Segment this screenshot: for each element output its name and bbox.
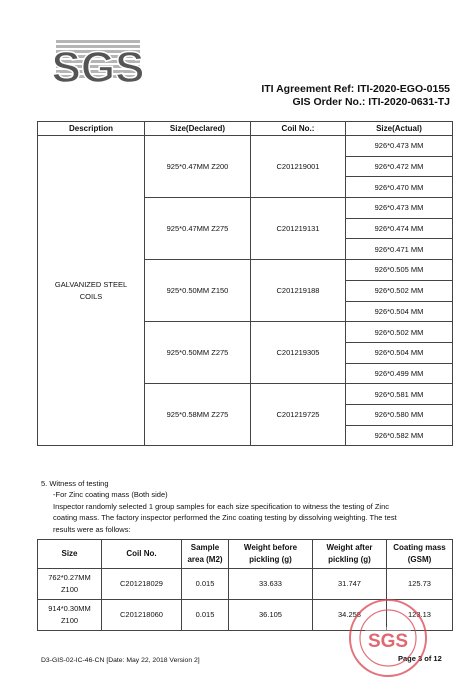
- coil-cell: C201218029: [102, 569, 182, 600]
- actual-size: 926*0.502 MM: [346, 322, 453, 343]
- document-code: D3-GIS-02-IC-46-CN [Date: May 22, 2018 Version 2]: [41, 657, 200, 664]
- col-coil-no: Coil No.:: [251, 122, 346, 136]
- coil-number: C201219188: [251, 260, 346, 322]
- section-paragraph: Inspector randomly selected 1 group samples for each size specification to witness the testing of Zinc: [53, 501, 390, 511]
- coating-mass-cell: 123.13: [387, 600, 453, 631]
- actual-size: 926*0.471 MM: [346, 239, 453, 260]
- coil-number: C201219001: [251, 136, 346, 198]
- actual-size: 926*0.473 MM: [346, 136, 453, 157]
- declared-size: 925*0.58MM Z275: [145, 384, 251, 446]
- area-cell: 0.015: [182, 600, 229, 631]
- coil-number: C201219725: [251, 384, 346, 446]
- weight-before-cell: 33.633: [229, 569, 313, 600]
- col-sample-area: Sample area (M2): [182, 540, 229, 569]
- weight-after-cell: 34.258: [313, 600, 387, 631]
- table-row: [38, 136, 453, 157]
- actual-size: 926*0.505 MM: [346, 260, 453, 281]
- actual-size: 926*0.474 MM: [346, 218, 453, 239]
- agreement-ref: ITI Agreement Ref: ITI-2020-EGO-0155: [261, 83, 450, 95]
- actual-size: 926*0.499 MM: [346, 363, 453, 384]
- col-size: Size: [38, 540, 102, 569]
- stamp-text: SGS: [367, 631, 409, 652]
- size-cell: 914*0.30MM Z100: [38, 600, 102, 631]
- declared-size: 925*0.50MM Z275: [145, 322, 251, 384]
- actual-size: 926*0.582 MM: [346, 425, 453, 446]
- actual-size: 926*0.470 MM: [346, 177, 453, 198]
- coil-number: C201219131: [251, 198, 346, 260]
- actual-size: 926*0.473 MM: [346, 198, 453, 219]
- declared-size: 925*0.47MM Z200: [145, 136, 251, 198]
- declared-size: 925*0.47MM Z275: [145, 198, 251, 260]
- col-weight-before: Weight before pickling (g): [229, 540, 313, 569]
- logo-text: SGS: [52, 43, 144, 92]
- weight-after-cell: 31.747: [313, 569, 387, 600]
- description-line: COILS: [79, 291, 103, 301]
- actual-size: 926*0.504 MM: [346, 342, 453, 363]
- section-subheading: -For Zinc coating mass (Both side): [53, 490, 168, 500]
- col-size-declared: Size(Declared): [145, 122, 251, 136]
- coating-mass-cell: 125.73: [387, 569, 453, 600]
- witness-section: [41, 478, 451, 535]
- order-number: GIS Order No.: ITI-2020-0631-TJ: [292, 95, 450, 108]
- table-row: [38, 569, 453, 600]
- col-description: Description: [38, 122, 145, 136]
- area-cell: 0.015: [182, 569, 229, 600]
- weight-before-cell: 36.105: [229, 600, 313, 631]
- description-cell: [38, 136, 145, 446]
- coil-cell: C201218060: [102, 600, 182, 631]
- section-paragraph: results were as follows:: [53, 524, 131, 534]
- actual-size: 926*0.581 MM: [346, 384, 453, 405]
- actual-size: 926*0.502 MM: [346, 280, 453, 301]
- actual-size: 926*0.504 MM: [346, 301, 453, 322]
- col-weight-after: Weight after pickling (g): [313, 540, 387, 569]
- declared-size: 925*0.50MM Z150: [145, 260, 251, 322]
- actual-size: 926*0.472 MM: [346, 156, 453, 177]
- reference-block: [261, 83, 450, 108]
- col-coating-mass: Coating mass (GSM): [387, 540, 453, 569]
- col-size-actual: Size(Actual): [346, 122, 453, 136]
- description-line: GALVANIZED STEEL: [54, 279, 128, 289]
- coil-number: C201219305: [251, 322, 346, 384]
- sgs-stamp: [347, 597, 429, 679]
- section-paragraph: coating mass. The factory inspector performed the Zinc coating testing by dissolving weighting. The test: [53, 513, 397, 523]
- actual-size: 926*0.580 MM: [346, 404, 453, 425]
- size-table: [37, 121, 453, 446]
- col-coil-no: Coil No.: [102, 540, 182, 569]
- size-cell: 762*0.27MM Z100: [38, 569, 102, 600]
- page-number: Page 3 of 12: [398, 654, 442, 663]
- sgs-logo: [52, 34, 144, 96]
- section-heading: 5. Witness of testing: [41, 479, 109, 488]
